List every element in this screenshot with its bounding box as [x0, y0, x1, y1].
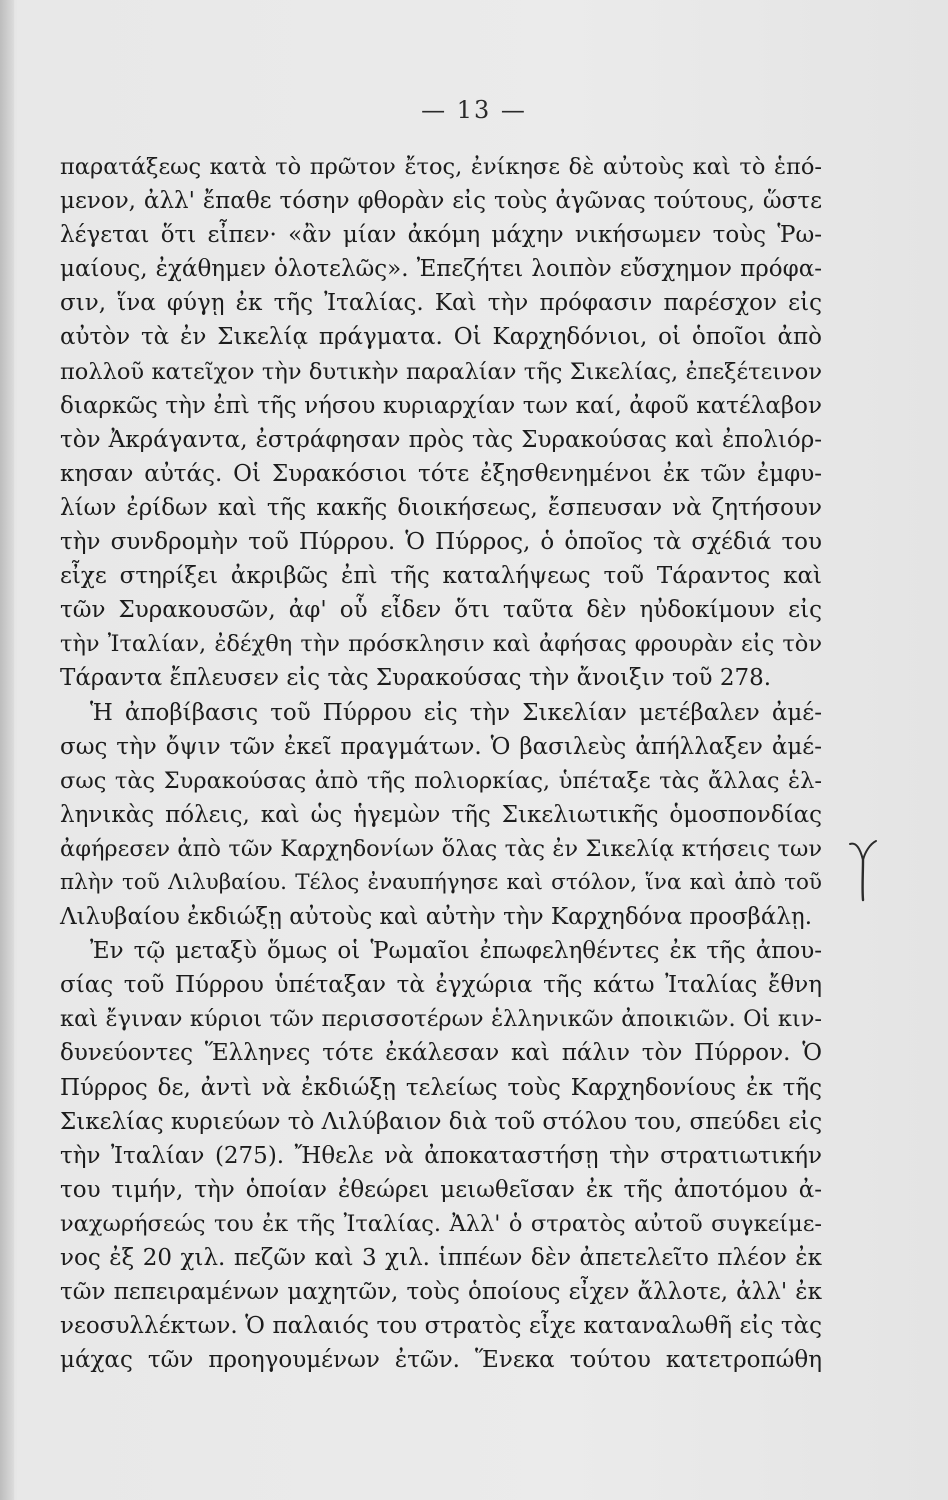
text-line: Ἡ ἀποβίβασις τοῦ Πύρρου εἰς τὴν Σικελίαν μετέβαλεν ἀμέ- — [90, 699, 822, 726]
text-line: ἀφήρεσεν ἀπὸ τῶν Καρχηδονίων ὅλας τὰς ἐν Σικελίᾳ κτήσεις των — [60, 835, 822, 862]
page-spine-shadow — [0, 0, 14, 1500]
page-number: — 13 — — [421, 96, 527, 124]
text-line: νεοσυλλέκτων. Ὁ παλαιός του στρατὸς εἶχε καταναλωθῆ εἰς τὰς — [60, 1313, 822, 1340]
text-line: σίας τοῦ Πύρρου ὑπέταξαν τὰ ἐγχώρια τῆς κάτω Ἰταλίας ἔθνη — [60, 972, 822, 999]
text-line: εἶχε στηρίξει ἀκριβῶς ἐπὶ τῆς καταλήψεως τοῦ Τάραντος καὶ — [60, 563, 822, 590]
text-line: ληνικὰς πόλεις, καὶ ὡς ἡγεμὼν τῆς Σικελιωτικῆς ὁμοσπονδίας — [60, 801, 822, 828]
text-line: τὴν συνδρομὴν τοῦ Πύρρου. Ὁ Πύρρος, ὁ ὁποῖος τὰ σχέδιά του — [60, 529, 822, 556]
text-line: μενον, ἀλλ' ἔπαθε τόσην φθορὰν εἰς τοὺς ἀγῶνας τούτους, ὥστε — [60, 188, 822, 215]
text-line: Λιλυβαίου ἐκδιώξῃ αὐτοὺς καὶ αὐτὴν τὴν Καρχηδόνα προσβάλῃ. — [60, 904, 813, 931]
text-line: Σικελίας κυριεύων τὸ Λιλύβαιον διὰ τοῦ στόλου του, σπεύδει εἰς — [60, 1108, 823, 1135]
text-line: μάχας τῶν προηγουμένων ἐτῶν. Ἕνεκα τούτου κατετροπώθη — [60, 1347, 822, 1374]
text-line: μαίους, ἐχάθημεν ὁλοτελῶς». Ἐπεζήτει λοιπὸν εὔσχημον πρόφα- — [60, 256, 822, 283]
text-line: τῶν πεπειραμένων μαχητῶν, τοὺς ὁποίους εἶχεν ἄλλοτε, ἀλλ' ἐκ — [60, 1279, 822, 1306]
text-line: ναχωρήσεώς του ἐκ τῆς Ἰταλίας. Ἀλλ' ὁ στρατὸς αὐτοῦ συγκείμε- — [60, 1210, 822, 1237]
text-line: τὴν Ἰταλίαν (275). Ἤθελε νὰ ἀποκαταστήσῃ τὴν στρατιωτικήν — [60, 1142, 822, 1169]
text-line: κησαν αὐτάς. Οἱ Συρακόσιοι τότε ἐξησθενημένοι ἐκ τῶν ἐμφυ- — [60, 460, 822, 487]
text-line: Πύρρος δε, ἀντὶ νὰ ἐκδιώξῃ τελείως τοὺς Καρχηδονίους ἐκ τῆς — [60, 1074, 822, 1101]
text-line: λίων ἐρίδων καὶ τῆς κακῆς διοικήσεως, ἔσπευσαν νὰ ζητήσουν — [60, 494, 822, 521]
body-text — [60, 150, 822, 1377]
text-line: αὐτὸν τὰ ἐν Σικελίᾳ πράγματα. Οἱ Καρχηδόνιοι, οἱ ὁποῖοι ἀπὸ — [60, 324, 822, 351]
text-line: νος ἐξ 20 χιλ. πεζῶν καὶ 3 χιλ. ἱππέων δὲν ἀπετελεῖτο πλέον ἐκ — [60, 1245, 822, 1271]
text-line: Τάραντα ἔπλευσεν εἰς τὰς Συρακούσας τὴν ἄνοιξιν τοῦ 278. — [60, 665, 772, 692]
text-line: σως τὴν ὄψιν τῶν ἐκεῖ πραγμάτων. Ὁ βασιλεὺς ἀπήλλαξεν ἀμέ- — [60, 733, 822, 760]
text-line: διαρκῶς τὴν ἐπὶ τῆς νήσου κυριαρχίαν των καί, ἀφοῦ κατέλαβον — [60, 392, 822, 419]
text-line: σως τὰς Συρακούσας ἀπὸ τῆς πολιορκίας, ὑπέταξε τὰς ἄλλας ἑλ- — [60, 767, 822, 794]
text-line: τῶν Συρακουσῶν, ἀφ' οὗ εἶδεν ὅτι ταῦτα δὲν ηὐδοκίμουν εἰς — [60, 597, 822, 624]
text-line: τὸν Ἀκράγαντα, ἐστράφησαν πρὸς τὰς Συρακούσας καὶ ἐπολιόρ- — [60, 426, 822, 453]
text-line: λέγεται ὅτι εἶπεν· «ἂν μίαν ἀκόμη μάχην νικήσωμεν τοὺς Ῥω- — [60, 222, 822, 249]
text-line: του τιμήν, τὴν ὁποίαν ἐθεώρει μειωθεῖσαν ἐκ τῆς ἀποτόμου ἀ- — [60, 1176, 822, 1203]
handwritten-margin-mark — [848, 838, 878, 902]
text-line: πλὴν τοῦ Λιλυβαίου. Τέλος ἐναυπήγησε καὶ στόλον, ἵνα καὶ ἀπὸ τοῦ — [60, 869, 822, 895]
text-line: σιν, ἵνα φύγῃ ἐκ τῆς Ἰταλίας. Καὶ τὴν πρόφασιν παρέσχον εἰς — [60, 290, 822, 317]
text-line: τὴν Ἰταλίαν, ἐδέχθη τὴν πρόσκλησιν καὶ ἀφήσας φρουρὰν εἰς τὸν — [60, 631, 822, 658]
text-line: καὶ ἔγιναν κύριοι τῶν περισσοτέρων ἑλληνικῶν ἀποικιῶν. Οἱ κιν- — [60, 1006, 822, 1033]
text-line: δυνεύοντες Ἕλληνες τότε ἐκάλεσαν καὶ πάλιν τὸν Πύρρον. Ὁ — [60, 1040, 822, 1067]
text-line: πολλοῦ κατεῖχον τὴν δυτικὴν παραλίαν τῆς Σικελίας, ἐπεξέτεινον — [60, 358, 822, 385]
text-line: παρατάξεως κατὰ τὸ πρῶτον ἔτος, ἐνίκησε δὲ αὐτοὺς καὶ τὸ ἑπό- — [60, 154, 822, 180]
text-line: Ἐν τῷ μεταξὺ ὅμως οἱ Ῥωμαῖοι ἐπωφεληθέντες ἐκ τῆς ἀπου- — [90, 938, 822, 965]
